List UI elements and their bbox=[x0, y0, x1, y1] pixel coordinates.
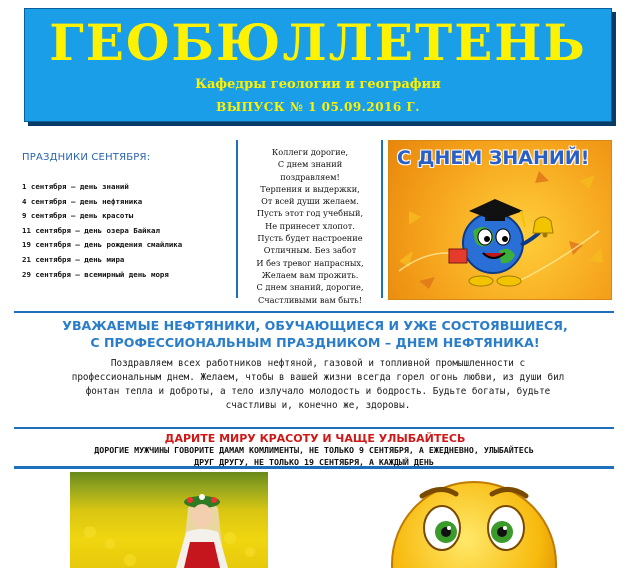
smile-text bbox=[14, 445, 614, 468]
poem-line: Желаем вам прожить. bbox=[261, 269, 359, 280]
poem-line: От всей души желаем. bbox=[261, 196, 359, 207]
card-title: С ДНЕМ ЗНАНИЙ! bbox=[397, 147, 590, 169]
poem-line: Пусть будет настроение bbox=[257, 233, 363, 244]
paragraph-line: фонтан тепла и доброты, а тело излучало молодость и бодрость. Будьте богаты, будьте bbox=[85, 386, 551, 397]
globe-mascot-illustration bbox=[389, 141, 611, 299]
department-subtitle: Кафедры геологии и географии bbox=[195, 77, 441, 92]
smiley-face-illustration bbox=[390, 468, 560, 568]
poem-line: поздравляем! bbox=[280, 171, 340, 182]
paragraph-line: ДОРОГИЕ МУЖЧИНЫ ГОВОРИТЕ ДАМАМ КОМЛИМЕНТЫ, НЕ ТОЛЬКО 9 СЕНТЯБРЯ, А ЕЖЕДНЕВНО, УЛЫБАЙТЕСЬ bbox=[94, 445, 534, 455]
list-item: 1 сентября – день знаний bbox=[22, 182, 129, 191]
issue-number: ВЫПУСК № 1 05.09.2016 Г. bbox=[216, 100, 420, 114]
poem-line: Не принесет хлопот. bbox=[265, 220, 355, 231]
poem-line: Отличным. Без забот bbox=[263, 245, 357, 256]
oil-workers-heading bbox=[20, 317, 610, 351]
heading-line: УВАЖАЕМЫЕ НЕФТЯНИКИ, ОБУЧАЮЩИЕСЯ И УЖЕ СОСТОЯВШИЕСЯ, bbox=[62, 318, 568, 333]
smiley-icon bbox=[390, 468, 560, 568]
newsletter-title: ГЕОБЮЛЛЕТЕНЬ bbox=[49, 13, 587, 72]
section-divider bbox=[14, 427, 614, 429]
list-item: 21 сентября – день мира bbox=[22, 254, 125, 264]
list-item: 11 сентября – день озера Байкал bbox=[22, 225, 160, 235]
poem-divider-left bbox=[236, 140, 238, 298]
photo-girl-in-field bbox=[70, 472, 268, 568]
list-item: 29 сентября – всемирный день моря bbox=[22, 269, 169, 279]
poem-block bbox=[240, 146, 380, 306]
poem-line: И без тревог напрасных, bbox=[256, 257, 364, 268]
oil-workers-text bbox=[28, 357, 608, 413]
poem-line: Коллеги дорогие, bbox=[271, 147, 349, 157]
header-banner bbox=[24, 8, 612, 122]
smile-heading: ДАРИТЕ МИРУ КРАСОТУ И ЧАЩЕ УЛЫБАЙТЕСЬ bbox=[164, 432, 466, 445]
holidays-title: ПРАЗДНИКИ СЕНТЯБРЯ: bbox=[22, 152, 151, 163]
list-item: 19 сентября – день рождения смайлика bbox=[22, 240, 183, 250]
section-divider bbox=[14, 311, 614, 313]
paragraph-line: Поздравляем всех работников нефтяной, газовой и топливной промышленности с bbox=[110, 358, 526, 369]
list-item: 9 сентября – день красоты bbox=[22, 211, 134, 221]
knowledge-day-card bbox=[388, 140, 612, 300]
poem-line: Терпения и выдержки, bbox=[260, 183, 360, 194]
holidays-list bbox=[22, 180, 182, 282]
poem-line: Счастливыми вам быть! bbox=[257, 294, 363, 305]
poem-line: С днем знаний bbox=[277, 159, 343, 170]
poem-divider-right bbox=[381, 140, 383, 298]
list-item: 4 сентября – день нефтяника bbox=[22, 196, 143, 206]
girl-figure-illustration bbox=[70, 472, 268, 568]
heading-line: С ПРОФЕССИОНАЛЬНЫМ ПРАЗДНИКОМ – ДНЕМ НЕФТЯНИКА! bbox=[90, 335, 540, 350]
paragraph-line: счастливы и, конечно же, здоровы. bbox=[225, 400, 411, 411]
paragraph-line: ДРУГ ДРУГУ, НЕ ТОЛЬКО 19 СЕНТЯБРЯ, А КАЖДЫЙ ДЕНЬ bbox=[194, 456, 434, 467]
poem-line: Пусть этот год учебный, bbox=[256, 208, 364, 219]
poem-line: С днем знаний, дорогие, bbox=[256, 282, 364, 293]
paragraph-line: профессиональным днем. Желаем, чтобы в вашей жизни всегда горел огонь любви, из души бил bbox=[71, 372, 565, 383]
